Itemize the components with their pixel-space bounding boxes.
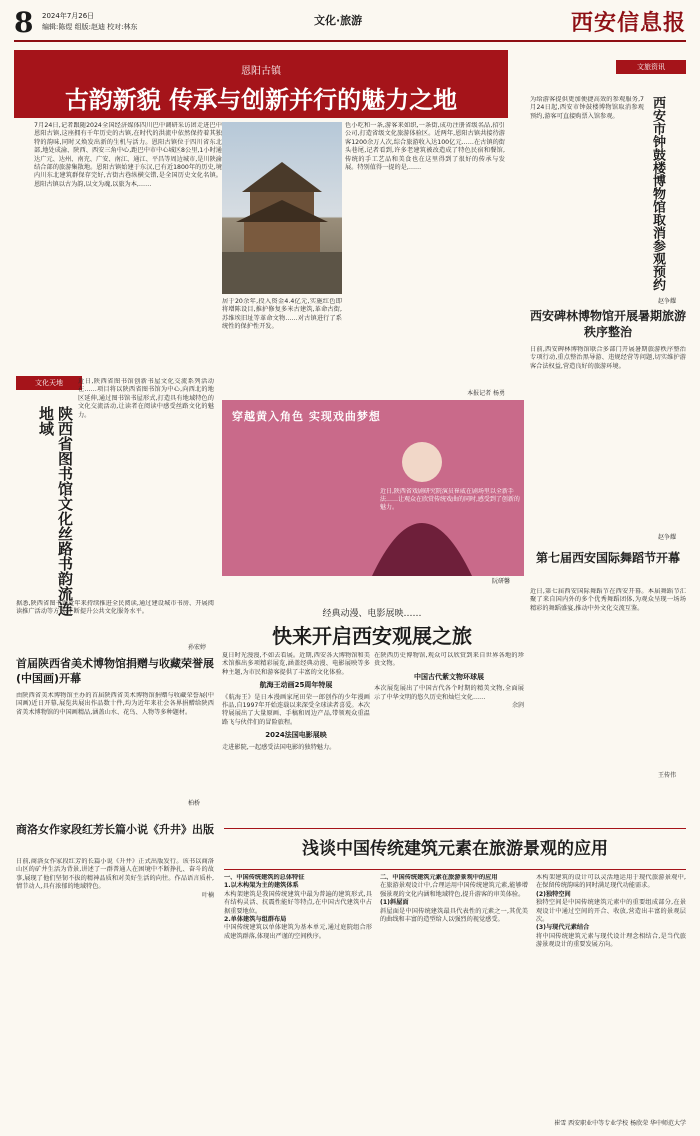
novel-body xyxy=(16,858,214,1130)
ancient-town-photo xyxy=(222,122,342,294)
subhead-ancient-relics: 中国古代紫文物环球展 xyxy=(414,672,484,681)
library-article-author: 孙宏婷 xyxy=(188,644,207,651)
feature-headline: 古韵新貌 传承与创新并行的魅力之地 xyxy=(64,85,458,114)
novel-author: 叶楠 xyxy=(201,891,214,899)
architecture-h3b: (3)与现代元素结合 xyxy=(536,924,590,932)
poster-photo-credit: 阮研馨 xyxy=(492,578,511,585)
feature-col3-text: 色小吃和一条,游客来如织,一条街,成功注册省级名品,招引公司,打造省级文化旅游体验区。近两年,恩阳古镇共接待游客1200余万人次,综合旅游收入达100亿元……在古镇的街头巷尾,记者看到,许多老建筑被改造成了特色民宿和餐馆,传统的手工艺品和美食也在这里得到了很好的传承与发展。特别值得一提的是,…… xyxy=(345,122,505,172)
pavilion-illustration xyxy=(222,122,342,294)
architecture-col1-text: 木构架建筑是我国传统建筑中最为普遍的建筑形式,具有结构灵活、抗震性能好等特点,在中国古代建筑中占据重要地位。 xyxy=(224,890,372,915)
architecture-col2b-text: 斜屋面是中国传统建筑最具代表性的元素之一,其优美的曲线和丰富的造型给人以强烈的视觉感受。 xyxy=(380,907,528,924)
exhibition-intro: 夏日时光漫漫,不如去看展。近期,西安各大博物馆和美术馆推出多项精彩展览,涵盖经典动漫、电影展映等多种主题,为市民和游客提供了丰富的文化体验。 xyxy=(222,652,370,676)
library-headline: 陕西省图书馆文化丝路书韵流连地域 xyxy=(37,406,74,616)
header-rule xyxy=(14,40,686,42)
architecture-h1: 一、中国传统建筑的总体特征 xyxy=(224,874,305,881)
architecture-col3 xyxy=(536,874,686,1112)
architecture-headline: 浅谈中国传统建筑元素在旅游景观的应用 xyxy=(224,828,686,870)
bell-tower-headline: 西安市钟鼓楼博物馆取消参观预约 xyxy=(650,96,665,291)
architecture-col3b-text: 独特空间是中国传统建筑元素中的重要组成部分,在景观设计中通过空间的开合、收放,营造出丰富的景观层次。 xyxy=(536,899,686,924)
feature-kicker: 恩阳古镇 xyxy=(241,66,281,77)
poster-caption: 近日,陕西省戏剧研究院演员崔威在剧场里以全新手法……让观众在欣赏传统戏曲的同时,感受到了创新的魅力。 xyxy=(380,488,520,511)
novel-headline: 商洛女作家段红芳长篇小说《升井》出版 xyxy=(16,823,214,836)
feature-photo-credit: 本报记者 杨勇 xyxy=(467,389,505,397)
feature-banner xyxy=(14,50,508,118)
issue-date: 2024年7月26日 xyxy=(42,12,95,20)
exhibition-headline: 快来开启西安观展之旅 xyxy=(272,624,472,648)
architecture-author: 崔雪 西安职业中等专业学校 杨欣荣 华中师范大学 xyxy=(554,1120,686,1127)
art-museum-body: 由陕西省美术博物馆主办的首届陕西省美术博物馆捐赠与收藏荣誉展(中国画)近日开幕,展览共展出作品数十件,均为近年来社会各界捐赠给陕西省美术博物馆的中国画精品,涵盖山水、花鸟、人物等多种题材。 xyxy=(16,692,214,716)
architecture-col2-text: 在旅游景观设计中,合理运用中国传统建筑元素,能够增强景观的文化内涵和地域特色,提升游客的审美体验。 xyxy=(380,882,528,898)
library-article-body: 近日,陕西省图书馆创新书屋文化交流系列活动在……项目将以陕西省图书馆为中心,向西北的地区延伸,通过图书馆书屋形式,打造具有地域特色的文化交流活动,让读者在阅读中感受丝路文化的魅力。 xyxy=(78,378,214,419)
poster-slogan: 穿越黄入角色 实现戏曲梦想 xyxy=(232,410,381,423)
dance-festival-author: 王传伟 xyxy=(658,772,677,779)
feature-body-col3 xyxy=(345,122,505,398)
forest-steles-body: 日前,西安碑林博物馆联合多部门开展暑期旅游秩序整治专项行动,重点整治黑导游、违规经营等问题,切实维护游客合法权益,营造良好的旅游环境。 xyxy=(530,346,686,370)
subhead-one-piece: 航海王动画25周年特展 xyxy=(259,681,333,690)
exhibition-col2 xyxy=(374,652,524,826)
subhead-french-film: 2024法国电影展映 xyxy=(265,731,327,740)
architecture-h3a: (2)独特空间 xyxy=(536,890,571,898)
exhibition-kicker: 经典动漫、电影展映…… xyxy=(322,609,422,619)
feature-body-col1: 7月24日,记者跟随2024全国经济媒体四川巴中调研采访团走进巴中恩阳古镇,这座拥有千年历史的古镇,在时代的洪流中依然保持着其独特的韵味,同时又焕发出新的生机与活力。恩阳古镇位于四川省东北部,地处成渝、陕西、西安三角中心,距巴中市中心城区8公里,1小时通达广元、达州、南充、广安、南江、通江、平昌等周边城市,是川陕渝结合部的旅游集散地。恩阳古镇始建于东汉,已有近1800年的历史,境内川东北建筑群保存完好,古街古巷纵横交错,是全国历史文化名镇。恩阳古镇以古为韵,以文为魂,以旅为本,…… xyxy=(34,122,222,188)
architecture-h1a: 1.以木构架为主的建筑体系 xyxy=(224,882,299,890)
exhibition-col2-intro: 在陕西历史博物馆,观众可以欣赏到来自世界各地的珍贵文物。 xyxy=(374,652,524,668)
architecture-h1b: 2.单体建筑与组群布局 xyxy=(224,916,287,924)
section-name: 文化·旅游 xyxy=(314,14,363,27)
architecture-col2 xyxy=(380,874,528,1130)
architecture-col1b-text: 中国传统建筑以单体建筑为基本单元,通过庭院组合形成建筑群落,体现出严谨的空间秩序。 xyxy=(224,924,372,940)
dance-festival-headline: 第七届西安国际舞蹈节开幕 xyxy=(535,551,680,565)
architecture-h2a: (1)斜屋面 xyxy=(380,899,409,907)
section-tag-news: 文旅资讯 xyxy=(616,60,686,74)
forest-steles-author: 赵争耀 xyxy=(658,534,677,541)
section-tag-culture: 文化天地 xyxy=(16,376,82,390)
newspaper-masthead: 西安信息报 xyxy=(570,10,686,36)
architecture-col3c-text: 将中国传统建筑元素与现代设计理念相结合,是当代旅游景观设计的重要发展方向。 xyxy=(536,932,686,949)
exhibition-author: 余剀 xyxy=(511,702,524,710)
library-article-footer: 据悉,陕西省图书馆近年来持续推进全民阅读,通过建设城市书房、开展阅读推广活动等方式,不断提升公共文化服务水平。 xyxy=(16,600,214,616)
art-museum-headline: 首届陕西省美术博物馆捐赠与收藏荣誉展(中国画)开幕 xyxy=(16,657,214,685)
one-piece-text: 《航海王》是日本漫画家尾田荣一郎创作的少年漫画作品,自1997年开始连载以来深受全球读者喜爱。本次特展展出了大量原画、手稿和周边产品,带领观众重温路飞与伙伴们的冒险旅程。 xyxy=(222,693,370,726)
feature-body-col2: 居于20余年,投入资金4.4亿元,实施红色即将增陈设目,推护修复多米古建筑,革命古街,苏维埃旧址等革命文物……对古镇进行了系统性的保护性开发。 xyxy=(222,298,342,331)
french-film-text: 走进影院,一起感受法国电影的独特魅力。 xyxy=(222,743,336,751)
dance-festival-body: 近日,第七届西安国际舞蹈节在西安开幕。本届舞蹈节汇聚了来自国内外的多个优秀舞蹈团体,为观众呈现一场场精彩的舞蹈盛宴,推动中外文化交流互鉴。 xyxy=(530,588,686,612)
page-number: 8 xyxy=(14,6,34,39)
ancient-relics-text: 本次展览展出了中国古代各个时期的精美文物,全面展示了中华文明的悠久历史和灿烂文化…… xyxy=(374,685,524,701)
forest-steles-headline: 西安碑林博物馆开展暑期旅游秩序整治 xyxy=(530,309,687,339)
architecture-h2: 二、中国传统建筑元素在旅游景观中的应用 xyxy=(380,874,498,881)
editor-credits: 编辑:陈煜 组版:赵迪 校对:林东 xyxy=(42,23,138,31)
architecture-col1 xyxy=(224,874,372,1130)
bell-tower-body: 为给游客提供更加便捷高效的参观服务,7月24日起,西安市钟鼓楼博物馆取消参观预约,游客可直接购票入馆参观。 xyxy=(530,96,644,120)
novel-text: 日前,商洛女作家段红芳的长篇小说《升井》正式出版发行。该书以商洛山区的矿井生活为背景,讲述了一群普通人在困境中不断挣扎、奋斗的故事,展现了他们坚韧不拔的精神品质和对美好生活的向往。作品语言质朴,情节动人,具有浓郁的地域特色。 xyxy=(16,858,214,891)
art-museum-author: 柏桥 xyxy=(188,800,201,807)
exhibition-col1 xyxy=(222,652,370,824)
bell-tower-author: 赵争耀 xyxy=(658,298,677,305)
architecture-col3-text: 木构架建筑的设计可以灵活地运用于现代旅游景观中,在保留传统韵味的同时满足现代功能需求。 xyxy=(536,874,686,890)
